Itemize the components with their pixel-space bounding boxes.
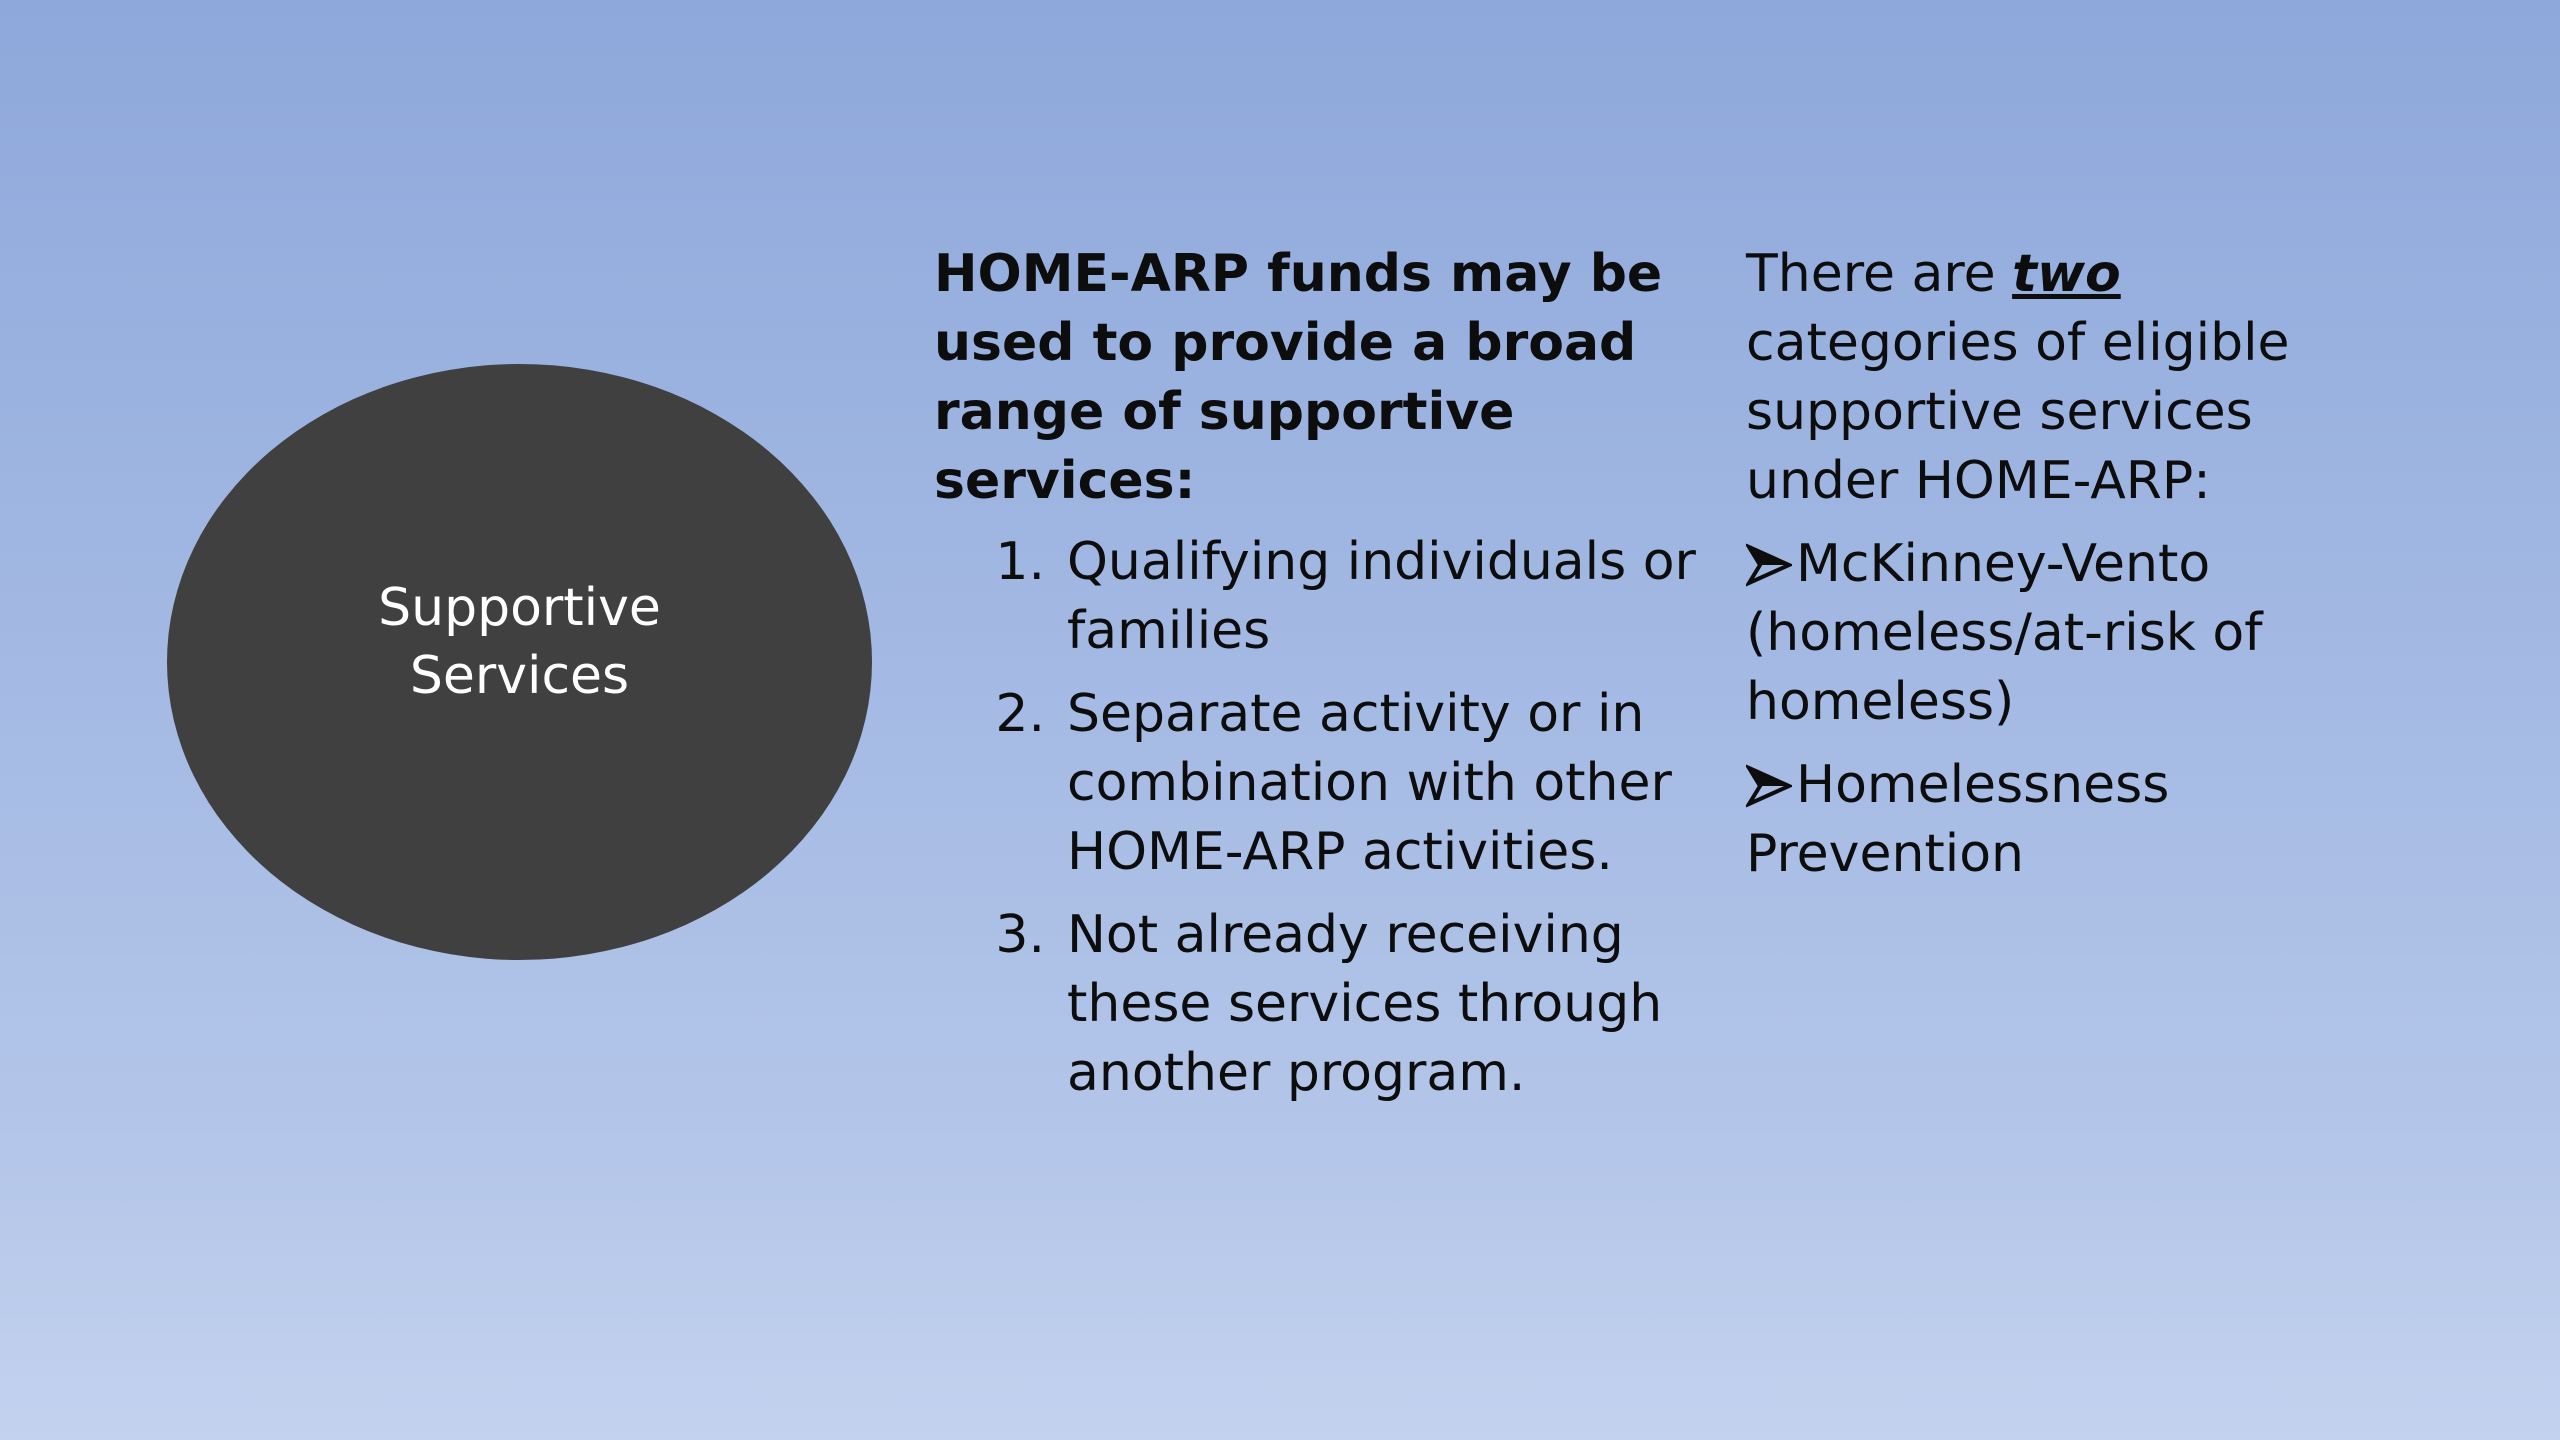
list-item-text: Qualifying individuals or families: [1067, 532, 1696, 661]
list-item: [934, 528, 1714, 666]
supportive-services-circle: [167, 364, 872, 960]
category-text: McKinney-Vento (homeless/at-risk of homeless): [1746, 534, 2263, 732]
list-item-text: Not already receiving these services through another program.: [1067, 905, 1663, 1103]
list-number: 1.: [995, 532, 1045, 592]
circle-label: Supportive Services: [378, 578, 661, 706]
categories-intro: [1746, 240, 2366, 516]
eligibility-list: [934, 528, 1714, 1108]
funds-heading: HOME-ARP funds may be used to provide a broad range of supportive services:: [934, 244, 1663, 511]
list-item: [934, 901, 1714, 1108]
category-text: Homelessness Prevention: [1746, 755, 2170, 884]
arrow-bullet-icon: [1746, 751, 1796, 820]
funds-column: [934, 240, 1714, 1122]
category-bullet: [1746, 530, 2366, 737]
categories-column: [1746, 240, 2366, 903]
list-item: [934, 680, 1714, 887]
intro-text-after: categories of eligible supportive services under HOME-ARP:: [1746, 313, 2290, 511]
arrow-bullet-icon: [1746, 530, 1796, 599]
list-number: 3.: [995, 905, 1045, 965]
list-item-text: Separate activity or in combination with other HOME-ARP activities.: [1067, 684, 1672, 882]
category-bullet: [1746, 751, 2366, 889]
intro-emphasis: two: [2012, 244, 2121, 304]
list-number: 2.: [995, 684, 1045, 744]
intro-text-before: There are: [1746, 244, 2013, 304]
